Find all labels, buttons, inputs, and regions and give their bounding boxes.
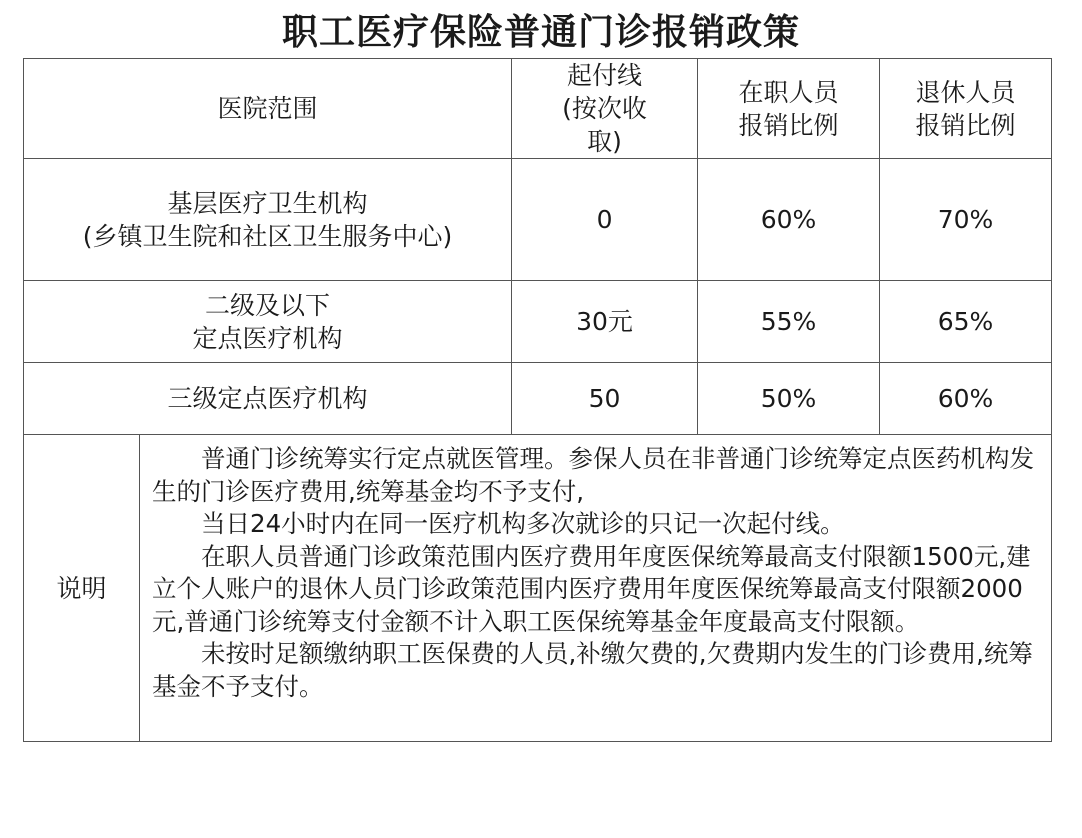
- header-retired-line: 报销比例: [915, 110, 1016, 140]
- notes-label: 说明: [24, 435, 140, 742]
- row-employed-ratio: 60%: [698, 159, 880, 281]
- policy-table: [23, 58, 1052, 742]
- row-hospital-scope: [24, 363, 512, 435]
- hospital-scope-line: (乡镇卫生院和社区卫生服务中心): [82, 221, 453, 251]
- row-deductible: 0: [512, 159, 698, 281]
- header-deductible: [512, 59, 698, 159]
- header-employed-line: 报销比例: [738, 110, 839, 140]
- header-deductible-line: 起付线: [567, 61, 643, 90]
- row-retired-ratio: 60%: [880, 363, 1052, 435]
- header-deductible-line: 取): [587, 127, 622, 156]
- hospital-scope-line: 三级定点医疗机构: [167, 384, 368, 413]
- notes-paragraph: 普通门诊统筹实行定点就医管理。参保人员在非普通门诊统筹定点医药机构发生的门诊医疗费用,统筹基金均不予支付,: [152, 444, 1034, 506]
- header-retired-line: 退休人员: [915, 77, 1016, 107]
- table-header-row: [24, 59, 1052, 159]
- table-row: [24, 363, 1052, 435]
- notes-paragraph: 当日24小时内在同一医疗机构多次就诊的只记一次起付线。: [201, 509, 845, 538]
- header-deductible-line: (按次收: [562, 94, 647, 123]
- header-retired-ratio: [880, 59, 1052, 159]
- hospital-scope-line: 定点医疗机构: [192, 323, 343, 353]
- table-row: [24, 281, 1052, 363]
- table-row: [24, 159, 1052, 281]
- row-deductible: 50: [512, 363, 698, 435]
- notes-row: [24, 435, 1052, 742]
- notes-content: [140, 435, 1052, 742]
- notes-paragraph: 未按时足额缴纳职工医保费的人员,补缴欠费的,欠费期内发生的门诊费用,统筹基金不予支付。: [152, 639, 1033, 701]
- row-hospital-scope: [24, 159, 512, 281]
- header-employed-ratio: [698, 59, 880, 159]
- row-retired-ratio: 65%: [880, 281, 1052, 363]
- hospital-scope-line: 基层医疗卫生机构: [167, 188, 368, 218]
- notes-paragraph: 在职人员普通门诊政策范围内医疗费用年度医保统筹最高支付限额1500元,建立个人账户的退休人员门诊政策范围内医疗费用年度医保统筹最高支付限额2000元,普通门诊统筹支付金额不计入职工医保统筹基金年度最高支付限额。: [152, 541, 1031, 636]
- document-title: 职工医疗保险普通门诊报销政策: [281, 12, 800, 53]
- row-employed-ratio: 55%: [698, 281, 880, 363]
- header-employed-line: 在职人员: [738, 77, 839, 107]
- row-deductible: 30元: [512, 281, 698, 363]
- hospital-scope-line: 二级及以下: [205, 290, 331, 320]
- row-employed-ratio: 50%: [698, 363, 880, 435]
- row-hospital-scope: [24, 281, 512, 363]
- header-hospital-scope: 医院范围: [24, 59, 512, 159]
- row-retired-ratio: 70%: [880, 159, 1052, 281]
